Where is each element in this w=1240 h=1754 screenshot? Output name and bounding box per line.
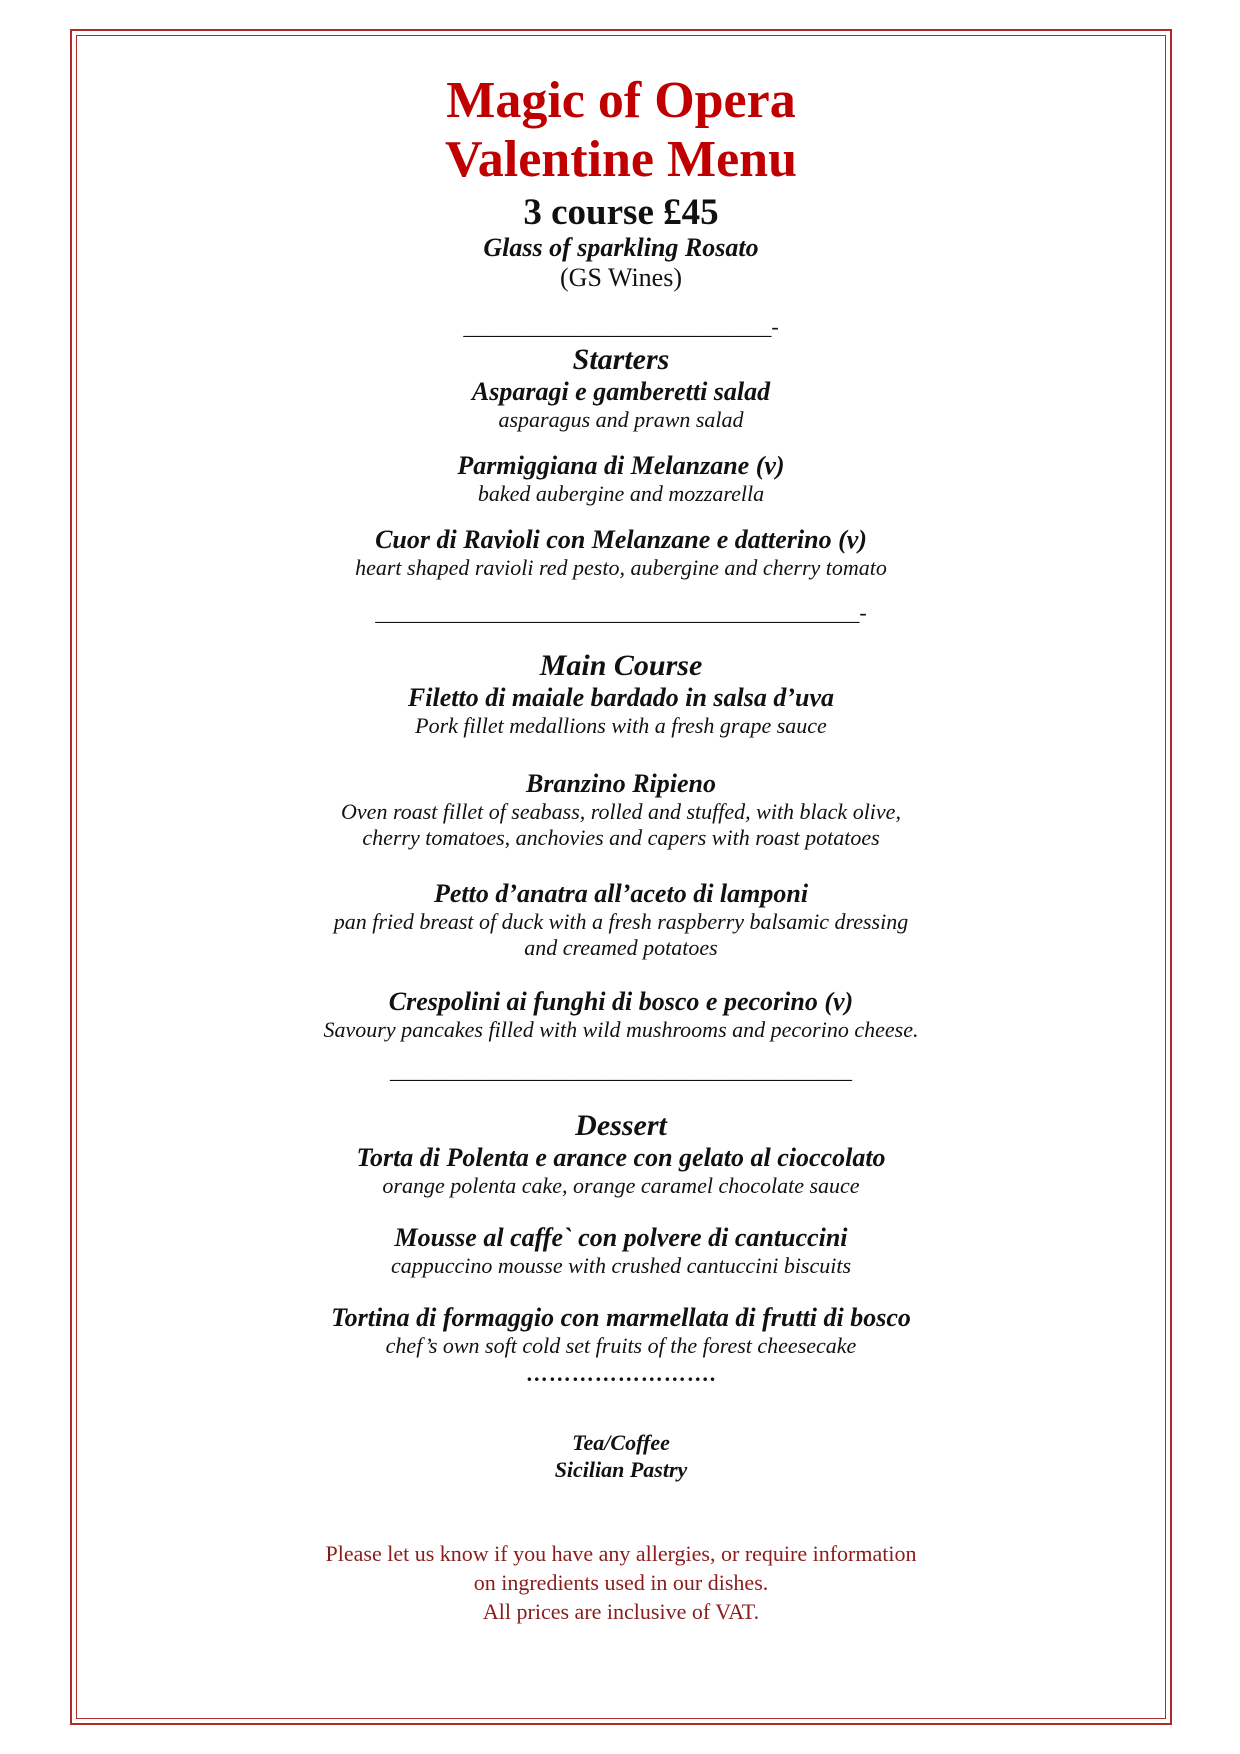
- dish-description: Pork fillet medallions with a fresh grape sauce: [415, 713, 827, 738]
- vat-notice: All prices are inclusive of VAT.: [482, 1599, 760, 1624]
- dish-name: Cuor di Ravioli con Melanzane e datterino (v): [375, 525, 867, 554]
- dish-name: Mousse al caffe` con polvere di cantuccini: [394, 1223, 848, 1252]
- menu-title: [76, 71, 1166, 189]
- starter-item: [76, 525, 1166, 581]
- dish-description: baked aubergine and mozzarella: [477, 481, 765, 506]
- dessert-item: [76, 1303, 1166, 1359]
- extras-tea-coffee: Tea/Coffee: [572, 1430, 670, 1455]
- allergy-notice-line2: on ingredients used in our dishes.: [473, 1570, 769, 1595]
- dish-description: cappuccino mousse with crushed cantuccini biscuits: [390, 1253, 852, 1278]
- extras-pastry: Sicilian Pastry: [554, 1457, 688, 1482]
- main-item: [76, 879, 1166, 961]
- dish-name: Tortina di formaggio con marmellata di frutti di bosco: [331, 1303, 911, 1332]
- dish-description-line2: and creamed potatoes: [524, 935, 718, 960]
- dish-name: Crespolini ai funghi di bosco e pecorino (v): [388, 987, 854, 1016]
- dish-description: heart shaped ravioli red pesto, aubergine and cherry tomato: [355, 555, 887, 580]
- separator-main: __________________________________________: [390, 1058, 852, 1083]
- dish-name: Torta di Polenta e arance con gelato al cioccolato: [356, 1143, 886, 1172]
- main-item: [76, 987, 1166, 1043]
- section-title-dessert: Dessert: [575, 1109, 667, 1142]
- dish-description: chef’s own soft cold set fruits of the forest cheesecake: [385, 1333, 857, 1358]
- separator-starters: ____________________________________________-: [375, 600, 867, 625]
- menu-price: 3 course £45: [523, 192, 719, 233]
- dish-name: Asparagi e gamberetti salad: [471, 377, 771, 406]
- section-title-starters: Starters: [572, 343, 670, 376]
- dish-description-line1: Oven roast fillet of seabass, rolled and stuffed, with black olive,: [341, 799, 901, 824]
- dish-description: Savoury pancakes filled with wild mushrooms and pecorino cheese.: [323, 1017, 919, 1042]
- drink-source: (GS Wines): [560, 263, 682, 292]
- dish-description-line2: cherry tomatoes, anchovies and capers with roast potatoes: [362, 825, 880, 850]
- dish-description: asparagus and prawn salad: [498, 407, 744, 432]
- allergy-notice: [76, 1539, 1166, 1626]
- section-title-main: Main Course: [539, 649, 703, 682]
- dessert-item: [76, 1223, 1166, 1279]
- dish-name: Petto d’anatra all’aceto di lamponi: [433, 879, 809, 908]
- menu-title-line1: Magic of Opera: [446, 72, 796, 129]
- dish-name: Parmiggiana di Melanzane (v): [457, 451, 785, 480]
- separator-header: ____________________________-: [463, 314, 779, 339]
- menu-content: [76, 35, 1166, 1626]
- starter-item: [76, 451, 1166, 507]
- dessert-item: [76, 1143, 1166, 1199]
- menu-title-line2: Valentine Menu: [445, 131, 797, 188]
- main-item: [76, 769, 1166, 851]
- starter-item: [76, 377, 1166, 433]
- dish-name: Branzino Ripieno: [525, 769, 716, 798]
- main-item: [76, 683, 1166, 739]
- allergy-notice-line1: Please let us know if you have any allergies, or require information: [325, 1541, 917, 1566]
- dessert-end-mark: …………………….: [525, 1361, 717, 1386]
- dish-description-line1: pan fried breast of duck with a fresh raspberry balsamic dressing: [333, 909, 909, 934]
- extras: [76, 1429, 1166, 1483]
- dish-name: Filetto di maiale bardado in salsa d’uva: [407, 683, 835, 712]
- dish-description: orange polenta cake, orange caramel chocolate sauce: [382, 1173, 860, 1198]
- drink-offer: Glass of sparkling Rosato: [483, 233, 759, 262]
